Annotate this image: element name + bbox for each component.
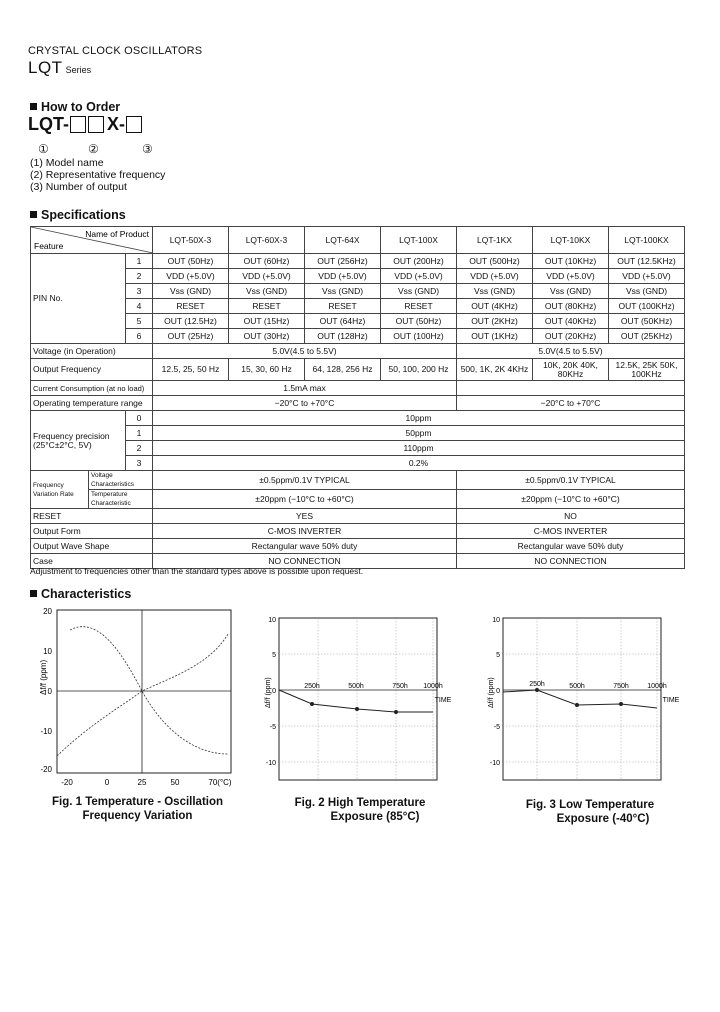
- note-output-count: (3) Number of output: [30, 181, 127, 193]
- fig2-ytick: -5: [269, 724, 276, 731]
- pin-cell: VDD (+5.0V): [153, 269, 229, 284]
- product-header: LQT-1KX: [457, 227, 533, 254]
- table-row: [31, 284, 685, 299]
- output-frequency-label: Output Frequency: [31, 359, 153, 381]
- fig3-xunit: TIME: [662, 697, 680, 704]
- fig3-chart: [475, 604, 685, 784]
- pin-cell: RESET: [305, 299, 381, 314]
- product-header: LQT-60X-3: [229, 227, 305, 254]
- fig3-point: [575, 703, 579, 707]
- pin-cell: OUT (12.5KHz): [609, 254, 685, 269]
- variation-label: Frequency Variation Rate: [31, 471, 89, 509]
- pin-cell: OUT (12.5Hz): [153, 314, 229, 329]
- pin-cell: VDD (+5.0V): [533, 269, 609, 284]
- pin-cell: Vss (GND): [229, 284, 305, 299]
- fig1-caption-line: Frequency Variation: [82, 810, 193, 822]
- wave-shape-right: Rectangular wave 50% duty: [457, 539, 685, 554]
- pin-number: 1: [126, 254, 153, 269]
- pin-cell: OUT (10KHz): [533, 254, 609, 269]
- precision-label: Frequency precision (25°C±2°C, 5V): [31, 411, 126, 471]
- voltage-char-right: ±0.5ppm/0.1V TYPICAL: [457, 471, 685, 490]
- pin-cell: OUT (2KHz): [457, 314, 533, 329]
- fig2-point: [310, 702, 314, 706]
- pin-cell: OUT (128Hz): [305, 329, 381, 344]
- fig2-xtick: 1000h: [423, 683, 443, 690]
- pin-cell: Vss (GND): [153, 284, 229, 299]
- table-row: [31, 539, 685, 554]
- table-row: [31, 471, 685, 490]
- pin-cell: RESET: [153, 299, 229, 314]
- specifications-title: Specifications: [41, 208, 126, 222]
- pin-cell: OUT (100KHz): [609, 299, 685, 314]
- fig1-xtick: -20: [61, 778, 73, 787]
- current-blank: [457, 381, 685, 396]
- fig1-curve-upper: [70, 627, 228, 754]
- table-row: [31, 254, 685, 269]
- fig1-caption-line: Fig. 1 Temperature - Oscillation: [51, 796, 224, 808]
- pin-number: 5: [126, 314, 153, 329]
- table-row: [31, 441, 685, 456]
- table-row: [31, 509, 685, 524]
- fig2-frame: [279, 618, 437, 780]
- temp-char-left: ±20ppm (−10°C to +60°C): [153, 490, 457, 509]
- table-row: [31, 299, 685, 314]
- adjustment-note: Adjustment to frequencies other than the standard types above is possible upon request.: [30, 566, 364, 576]
- pin-cell: OUT (30Hz): [229, 329, 305, 344]
- temp-char-right: ±20ppm (−10°C to +60°C): [457, 490, 685, 509]
- pin-cell: OUT (50Hz): [153, 254, 229, 269]
- specifications-heading: [30, 208, 126, 222]
- fig3-series-line: [503, 690, 657, 708]
- fig2-xtick: 500h: [348, 683, 364, 690]
- pin-number: 6: [126, 329, 153, 344]
- corner-cell: [31, 227, 153, 254]
- pin-cell: OUT (15Hz): [229, 314, 305, 329]
- table-row: [31, 411, 685, 426]
- table-row: [31, 314, 685, 329]
- marker-1: ①: [38, 142, 49, 156]
- table-row: [31, 359, 685, 381]
- order-notes: [30, 157, 165, 193]
- fig1-ytick: 0: [47, 687, 52, 696]
- fig3-point: [535, 688, 539, 692]
- operating-temp-left: −20°C to +70°C: [153, 396, 457, 411]
- pin-cell: OUT (25KHz): [609, 329, 685, 344]
- fig2-ytick: -10: [265, 760, 276, 767]
- corner-bottom-label: Feature: [34, 241, 64, 251]
- reset-label: RESET: [31, 509, 153, 524]
- pin-cell: RESET: [229, 299, 305, 314]
- note-frequency: (2) Representative frequency: [30, 169, 166, 181]
- pin-cell: OUT (40KHz): [533, 314, 609, 329]
- series-name: LQT: [28, 58, 63, 77]
- fig3-caption-line: Fig. 3 Low Temperature: [525, 799, 655, 811]
- fig3-caption-line: Exposure (-40°C): [556, 813, 650, 825]
- fig1-curve-lower: [57, 634, 228, 756]
- characteristics-title: Characteristics: [41, 587, 132, 601]
- fig1-xtick: 50: [170, 778, 180, 787]
- table-row: [31, 344, 685, 359]
- pin-cell: Vss (GND): [457, 284, 533, 299]
- output-frequency-cell: 12.5, 25, 50 Hz: [153, 359, 229, 381]
- pin-cell: VDD (+5.0V): [609, 269, 685, 284]
- case-left: NO CONNECTION: [153, 554, 457, 569]
- series-word: Series: [65, 65, 92, 75]
- model-code-prefix: LQT-: [28, 114, 69, 134]
- operating-temp-label: Operating temperature range: [31, 396, 153, 411]
- fig1-xtick: 0: [104, 778, 110, 787]
- reset-left: YES: [153, 509, 457, 524]
- pin-number: 3: [126, 284, 153, 299]
- marker-2: ②: [88, 142, 99, 156]
- voltage-right: 5.0V(4.5 to 5.5V): [457, 344, 685, 359]
- pin-cell: OUT (50KHz): [609, 314, 685, 329]
- fig1-ytick: -20: [40, 765, 52, 774]
- output-frequency-cell: 64, 128, 256 Hz: [305, 359, 381, 381]
- square-bullet-icon: [30, 103, 37, 110]
- reset-right: NO: [457, 509, 685, 524]
- fig2-ytick: 0: [272, 688, 276, 695]
- fig3-frame: [503, 618, 661, 780]
- current-label: Current Consumption (at no load): [31, 381, 153, 396]
- fig1-xtick: 25: [137, 778, 147, 787]
- fig3-caption: [510, 798, 670, 826]
- fig3-ytick: 0: [496, 688, 500, 695]
- precision-grade: 2: [126, 441, 153, 456]
- table-row: [31, 269, 685, 284]
- fig1-chart: [30, 604, 245, 792]
- product-header: LQT-100X: [381, 227, 457, 254]
- fig2-ytick: 10: [268, 617, 276, 624]
- table-row: [31, 456, 685, 471]
- output-form-left: C-MOS INVERTER: [153, 524, 457, 539]
- document-category: CRYSTAL CLOCK OSCILLATORS: [28, 45, 203, 57]
- precision-grade: 1: [126, 426, 153, 441]
- precision-grade: 3: [126, 456, 153, 471]
- square-bullet-icon: [30, 211, 37, 218]
- fig2-ylabel: Δf/f (ppm): [265, 677, 272, 708]
- fig2-caption-line: Fig. 2 High Temperature: [294, 797, 426, 809]
- specifications-table: [30, 226, 685, 569]
- output-form-label: Output Form: [31, 524, 153, 539]
- product-header: LQT-10KX: [533, 227, 609, 254]
- fig3-ytick: 5: [496, 652, 500, 659]
- fig2-chart: [255, 604, 455, 784]
- output-frequency-cell: 15, 30, 60 Hz: [229, 359, 305, 381]
- pin-number: 4: [126, 299, 153, 314]
- fig3-grid: [503, 618, 661, 780]
- pin-cell: Vss (GND): [381, 284, 457, 299]
- pin-cell: Vss (GND): [533, 284, 609, 299]
- wave-shape-left: Rectangular wave 50% duty: [153, 539, 457, 554]
- output-frequency-cell: 10K, 20K 40K, 80KHz: [533, 359, 609, 381]
- temp-char-label: Temperature Characteristic: [89, 490, 153, 509]
- code-box-1: [70, 116, 86, 133]
- pin-label: PIN No.: [31, 254, 126, 344]
- pin-cell: OUT (25Hz): [153, 329, 229, 344]
- precision-value: 50ppm: [153, 426, 685, 441]
- fig2-xunit: TIME: [434, 697, 452, 704]
- precision-value: 10ppm: [153, 411, 685, 426]
- pin-cell: OUT (64Hz): [305, 314, 381, 329]
- fig3-ylabel: Δf/f (ppm): [488, 677, 495, 708]
- code-markers: [38, 142, 153, 156]
- fig3-ytick: -5: [493, 724, 500, 731]
- fig3-point: [619, 702, 623, 706]
- precision-value: 110ppm: [153, 441, 685, 456]
- fig3-xtick: 750h: [613, 683, 629, 690]
- table-row: [31, 426, 685, 441]
- precision-grade: 0: [126, 411, 153, 426]
- series-title: [28, 58, 91, 78]
- pin-cell: RESET: [381, 299, 457, 314]
- pin-cell: OUT (200Hz): [381, 254, 457, 269]
- pin-number: 2: [126, 269, 153, 284]
- note-model-name: (1) Model name: [30, 157, 104, 169]
- fig2-caption-line: Exposure (85°C): [330, 811, 420, 823]
- fig2-point: [394, 710, 398, 714]
- fig2-ytick: 5: [272, 652, 276, 659]
- code-box-2: [88, 116, 104, 133]
- product-header: LQT-50X-3: [153, 227, 229, 254]
- fig1-ylabel: Δf/f (ppm): [39, 659, 48, 695]
- table-row: [31, 329, 685, 344]
- characteristics-heading: [30, 587, 131, 601]
- table-row: [31, 381, 685, 396]
- voltage-char-label: Voltage Characteristics: [89, 471, 153, 490]
- operating-temp-right: −20°C to +70°C: [457, 396, 685, 411]
- precision-value: 0.2%: [153, 456, 685, 471]
- product-header: LQT-64X: [305, 227, 381, 254]
- case-right: NO CONNECTION: [457, 554, 685, 569]
- pin-cell: Vss (GND): [305, 284, 381, 299]
- voltage-char-left: ±0.5ppm/0.1V TYPICAL: [153, 471, 457, 490]
- fig1-ytick: 10: [43, 647, 52, 656]
- fig2-caption: [270, 796, 450, 824]
- fig3-ytick: -10: [489, 760, 500, 767]
- fig2-point: [355, 707, 359, 711]
- how-to-order-title: How to Order: [41, 100, 121, 114]
- table-header-row: [31, 227, 685, 254]
- pin-cell: OUT (100Hz): [381, 329, 457, 344]
- pin-cell: OUT (20KHz): [533, 329, 609, 344]
- fig1-xtick: 70(°C): [208, 778, 232, 787]
- fig2-xtick: 250h: [304, 683, 320, 690]
- fig3-xtick: 500h: [569, 683, 585, 690]
- pin-cell: OUT (80KHz): [533, 299, 609, 314]
- case-label: Case: [31, 554, 153, 569]
- output-frequency-cell: 50, 100, 200 Hz: [381, 359, 457, 381]
- pin-cell: VDD (+5.0V): [229, 269, 305, 284]
- pin-cell: VDD (+5.0V): [457, 269, 533, 284]
- pin-cell: OUT (4KHz): [457, 299, 533, 314]
- voltage-label: Voltage (in Operation): [31, 344, 153, 359]
- fig3-xtick: 1000h: [647, 683, 667, 690]
- corner-top-label: Name of Product: [85, 229, 149, 239]
- pin-cell: Vss (GND): [609, 284, 685, 299]
- wave-shape-label: Output Wave Shape: [31, 539, 153, 554]
- pin-cell: OUT (60Hz): [229, 254, 305, 269]
- fig2-grid: [279, 618, 437, 780]
- model-code-x: X-: [107, 114, 125, 134]
- pin-cell: OUT (500Hz): [457, 254, 533, 269]
- model-code: [28, 114, 143, 135]
- table-row: [31, 396, 685, 411]
- table-row: [31, 490, 685, 509]
- corner-diagonal: [31, 227, 153, 253]
- table-row: [31, 524, 685, 539]
- marker-3: ③: [142, 142, 153, 156]
- pin-cell: OUT (50Hz): [381, 314, 457, 329]
- code-box-3: [126, 116, 142, 133]
- pin-cell: OUT (1KHz): [457, 329, 533, 344]
- voltage-left: 5.0V(4.5 to 5.5V): [153, 344, 457, 359]
- fig1-caption: [40, 795, 235, 823]
- fig1-ytick: -10: [40, 727, 52, 736]
- fig2-xtick: 750h: [392, 683, 408, 690]
- fig3-ytick: 10: [492, 617, 500, 624]
- current-value: 1.5mA max: [153, 381, 457, 396]
- pin-cell: VDD (+5.0V): [381, 269, 457, 284]
- output-form-right: C-MOS INVERTER: [457, 524, 685, 539]
- pin-cell: VDD (+5.0V): [305, 269, 381, 284]
- output-frequency-cell: 12.5K, 25K 50K, 100KHz: [609, 359, 685, 381]
- square-bullet-icon: [30, 590, 37, 597]
- how-to-order-heading: [30, 100, 120, 114]
- fig3-xtick: 250h: [529, 681, 545, 688]
- fig1-ytick: 20: [43, 607, 52, 616]
- product-header: LQT-100KX: [609, 227, 685, 254]
- fig1-frame: [57, 610, 231, 773]
- output-frequency-cell: 500, 1K, 2K 4KHz: [457, 359, 533, 381]
- pin-cell: OUT (256Hz): [305, 254, 381, 269]
